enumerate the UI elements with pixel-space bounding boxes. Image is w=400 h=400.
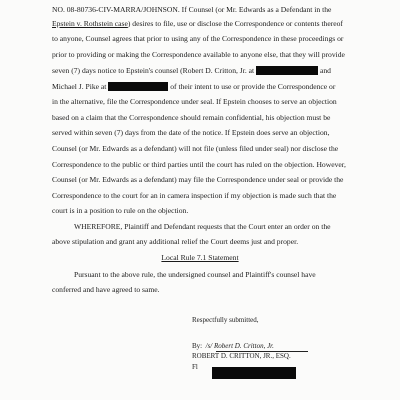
body-line-2: Epstein v. Rothstein case) desires to file, use or disclose the Correspondence or contents thereof [52, 19, 343, 28]
body-line-14: court is in a position to rule on the objection. [52, 206, 189, 215]
redaction-bar [256, 66, 318, 75]
case-name: Epstein v. Rothstein case [52, 19, 128, 28]
signer-name: ROBERT D. CRITTON, JR., ESQ. [192, 352, 291, 360]
e-signature: /s/ Robert D. Critton, Jr. [205, 342, 274, 350]
body-line-8: based on a claim that the Correspondence should remain confidential, his objection must be [52, 113, 331, 122]
body-line-6: Michael J. Pike at of their intent to use or provide the Correspondence or [52, 82, 336, 91]
redaction-bar [212, 367, 296, 379]
body-line-12: Counsel (or Mr. Edwards as a defendant) may file the Correspondence under seal or provide the [52, 175, 344, 184]
body-line-16: above stipulation and grant any additional relief the Court deems just and proper. [52, 237, 299, 246]
bar-number-prefix: Fl [192, 363, 198, 371]
body-line-11: Correspondence to the public or third parties until the court has ruled on the objection. However, [52, 160, 346, 169]
body-line-4: prior to providing or making the Correspondence available to anyone else, that they will provide [52, 50, 345, 59]
redaction-bar [108, 82, 168, 91]
body-line-7: in the alternative, file the Correspondence under seal. If Epstein chooses to serve an objection [52, 97, 337, 106]
section-heading: Local Rule 7.1 Statement [161, 253, 239, 262]
body-line-17: Pursuant to the above rule, the undersigned counsel and Plaintiff's counsel have [74, 270, 316, 279]
closing-text: Respectfully submitted, [192, 316, 259, 324]
body-line-15: WHEREFORE, Plaintiff and Defendant requests that the Court enter an order on the [74, 222, 331, 231]
body-line-18: conferred and have agreed to same. [52, 285, 160, 294]
body-line-1: NO. 08-80736-CIV-MARRA/JOHNSON. If Counsel (or Mr. Edwards as a Defendant in the [52, 5, 332, 14]
body-line-9: served within seven (7) days from the date of the notice. If Epstein does serve an objection, [52, 128, 330, 137]
body-line-13: Correspondence to the court for an in camera inspection if my objection is made such that the [52, 191, 337, 200]
body-line-5: seven (7) days notice to Epstein's counsel (Robert D. Critton, Jr. at and [52, 66, 331, 75]
body-line-3: to anyone, Counsel agrees that prior to using any of the Correspondence in these proceedings or [52, 34, 344, 43]
body-line-10: Counsel (or Mr. Edwards as a defendant) will not file (unless filed under seal) nor disclose the [52, 144, 339, 153]
signature-line: By: /s/ Robert D. Critton, Jr. [192, 342, 274, 350]
